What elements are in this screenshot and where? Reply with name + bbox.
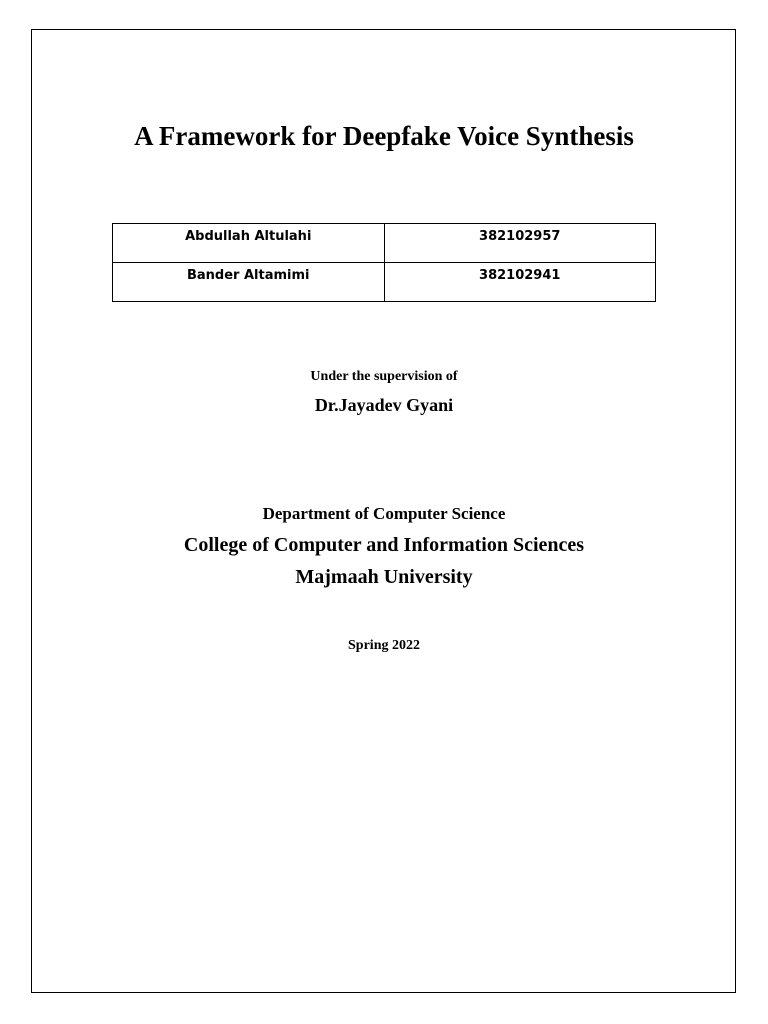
table-row (113, 224, 656, 263)
term-label: Spring 2022 (348, 638, 420, 653)
university-name: Majmaah University (295, 566, 473, 588)
author-name-cell: Abdullah Altulahi (113, 224, 385, 263)
college-name: College of Computer and Information Sciences (183, 534, 585, 556)
authors-table (112, 223, 656, 302)
department-name: Department of Computer Science (262, 504, 506, 523)
author-name-cell: Bander Altamimi (113, 263, 385, 302)
supervisor-name: Dr.Jayadev Gyani (314, 395, 454, 415)
document-title: A Framework for Deepfake Voice Synthesis (134, 121, 634, 151)
author-id-cell: 382102941 (384, 263, 656, 302)
table-row (113, 263, 656, 302)
supervision-label: Under the supervision of (310, 369, 458, 384)
author-id-cell: 382102957 (384, 224, 656, 263)
